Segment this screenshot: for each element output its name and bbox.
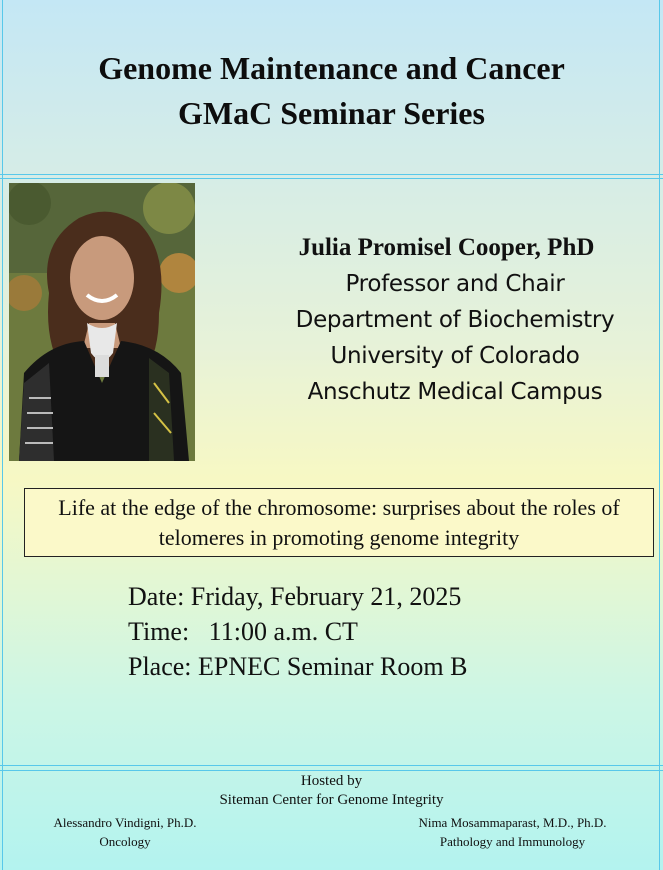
series-title: Genome Maintenance and Cancer (98, 50, 565, 86)
host-left (30, 813, 220, 851)
host-left-dept: Oncology (99, 834, 151, 849)
event-place: Place: EPNEC Seminar Room B (128, 652, 468, 681)
host-right (395, 813, 630, 851)
host-left-name: Alessandro Vindigni, Ph.D. (53, 815, 197, 830)
host-right-name: Nima Mosammaparast, M.D., Ph.D. (418, 815, 607, 830)
event-time: Time: 11:00 a.m. CT (128, 617, 358, 646)
footer-divider-1 (0, 765, 663, 766)
footer-divider-2 (0, 770, 663, 771)
host-center: Siteman Center for Genome Integrity (219, 792, 444, 808)
speaker-position: Professor and Chair (345, 271, 565, 297)
talk-title: Life at the edge of the chromosome: surprises about the roles of telomeres in promoting genome integrity (58, 495, 620, 550)
speaker-campus: Anschutz Medical Campus (307, 379, 603, 405)
speaker-name: Julia Promisel Cooper, PhD (298, 234, 595, 261)
hosted-by-label: Hosted by (300, 773, 363, 789)
speaker-photo (9, 183, 195, 461)
header-divider-1 (0, 174, 663, 175)
series-subtitle: GMaC Seminar Series (178, 95, 485, 131)
host-right-dept: Pathology and Immunology (439, 834, 586, 849)
talk-title-box (24, 488, 654, 557)
event-date: Date: Friday, February 21, 2025 (128, 582, 462, 611)
speaker-institution: University of Colorado (330, 343, 580, 369)
header-divider-2 (0, 178, 663, 179)
speaker-department: Department of Biochemistry (295, 307, 615, 333)
